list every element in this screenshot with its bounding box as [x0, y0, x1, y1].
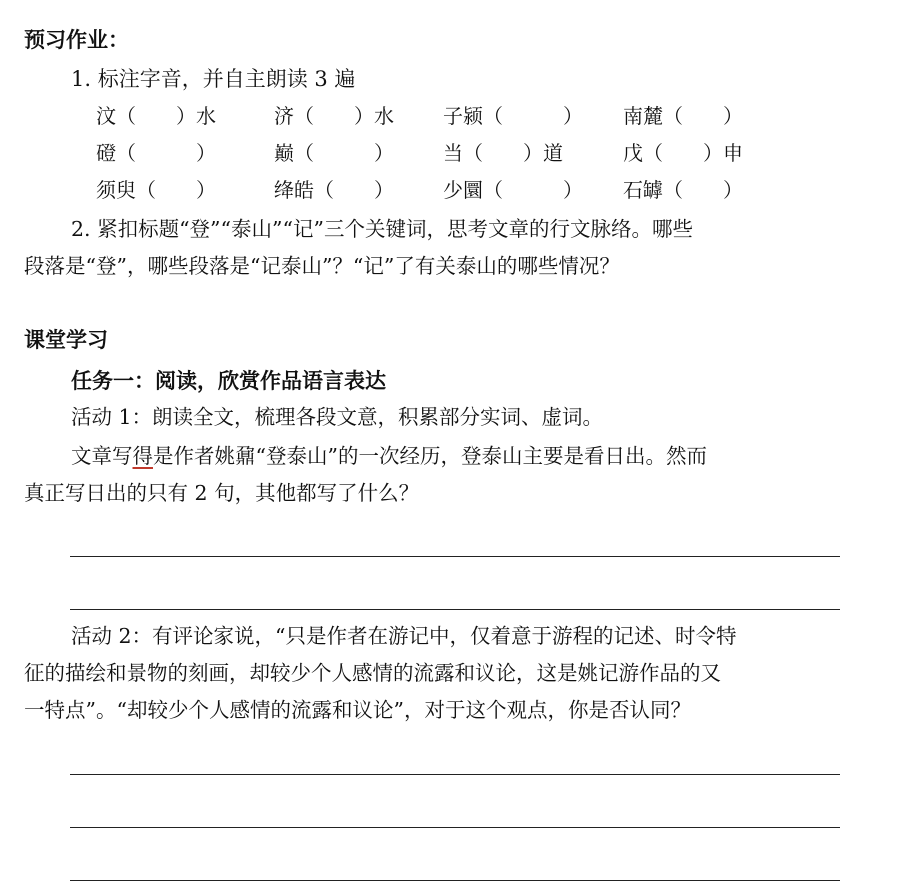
vocab-item: 子颍（ ） [443, 104, 583, 128]
paragraph-text: 是作者姚鼐“登泰山”的一次经历，登泰山主要是看日出。然而 [153, 444, 707, 468]
preview-task-2-line-2: 段落是“登”，哪些段落是“记泰山”？“记”了有关泰山的哪些情况？ [24, 254, 620, 278]
vocab-item: 南麓（ ） [623, 104, 743, 128]
vocab-item: 巅（ ） [274, 141, 394, 165]
classroom-heading: 课堂学习 [24, 328, 108, 352]
vocab-item: 济（ ）水 [274, 104, 394, 128]
paragraph-1-line-1 [71, 442, 707, 470]
preview-heading: 预习作业： [24, 28, 129, 52]
answer-line[interactable] [70, 827, 840, 828]
paragraph-1-line-2: 真正写日出的只有 2 句，其他都写了什么？ [24, 481, 420, 505]
vocab-item: 汶（ ）水 [96, 104, 216, 128]
vocab-item: 石罅（ ） [623, 178, 743, 202]
vocab-item: 当（ ）道 [443, 141, 563, 165]
answer-line[interactable] [70, 556, 840, 557]
answer-line[interactable] [70, 880, 840, 881]
vocab-item: 戊（ ）申 [623, 141, 743, 165]
vocab-item: 磴（ ） [96, 141, 216, 165]
preview-task-1: 1. 标注字音，并自主朗读 3 遍 [71, 67, 356, 91]
vocab-item: 须臾（ ） [96, 178, 216, 202]
vocab-item: 少圜（ ） [443, 178, 583, 202]
activity-2-line-1: 活动 2：有评论家说，“只是作者在游记中，仅着意于游程的记述、时令特 [71, 624, 737, 648]
answer-line[interactable] [70, 609, 840, 610]
marked-character: 得 [132, 444, 153, 468]
task-one-title: 任务一：阅读，欣赏作品语言表达 [71, 369, 386, 393]
activity-2-line-2: 征的描绘和景物的刻画，却较少个人感情的流露和议论，这是姚记游作品的又 [24, 661, 721, 685]
activity-1: 活动 1：朗读全文，梳理各段文意，积累部分实词、虚词。 [71, 405, 604, 429]
activity-2-line-3: 一特点”。“却较少个人感情的流露和议论”，对于这个观点，你是否认同？ [24, 698, 691, 722]
preview-task-2-line-1: 2. 紧扣标题“登”“泰山”“记”三个关键词，思考文章的行文脉络。哪些 [71, 217, 693, 241]
vocab-item: 绛皓（ ） [274, 178, 394, 202]
answer-line[interactable] [70, 774, 840, 775]
paragraph-text: 文章写 [71, 444, 133, 468]
